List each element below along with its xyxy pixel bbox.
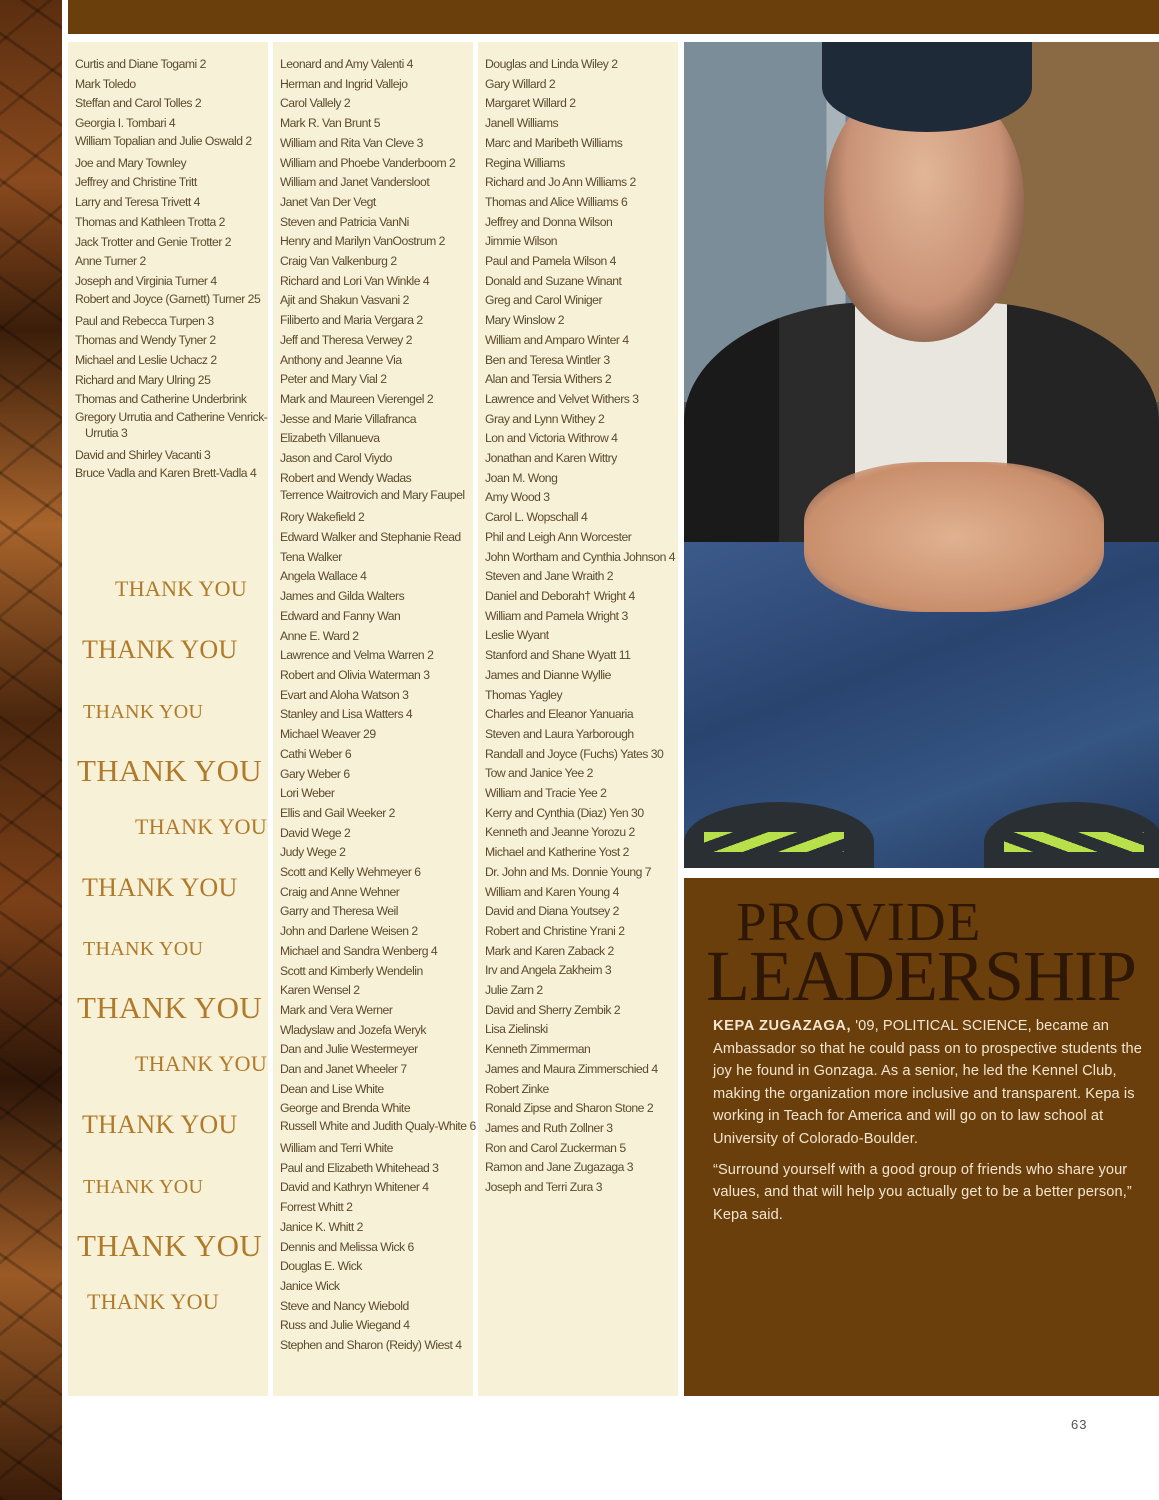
donor-name: Dennis and Melissa Wick 6: [280, 1239, 414, 1254]
feature-body: [713, 1015, 1148, 1234]
donor-name: Craig Van Valkenburg 2: [280, 254, 397, 269]
donor-name: Steven and Laura Yarborough: [485, 726, 634, 741]
donor-name: Janice Wick: [280, 1279, 340, 1293]
donor-name: Phil and Leigh Ann Worcester: [485, 529, 632, 544]
thank-you-text: THANK YOU: [77, 1228, 262, 1263]
donor-name: William and Pamela Wright 3: [485, 608, 628, 623]
donor-name: Dan and Janet Wheeler 7: [280, 1062, 407, 1077]
donor-name: Paul and Pamela Wilson 4: [485, 254, 616, 269]
thank-you-text: THANK YOU: [135, 814, 268, 839]
feature-panel: [684, 878, 1159, 1396]
donor-name: Janet Van Der Vegt: [280, 194, 376, 209]
donor-name: Ben and Teresa Wintler 3: [485, 352, 610, 367]
thank-you-text: THANK YOU: [135, 1051, 268, 1076]
decorative-wood-strip: [0, 0, 62, 1500]
donor-name: Mark and Karen Zaback 2: [485, 943, 614, 958]
donor-name: Mary Winslow 2: [485, 313, 565, 328]
donor-list: [273, 42, 476, 1356]
donor-name: Larry and Teresa Trivett 4: [75, 195, 200, 210]
donor-name: Steven and Jane Wraith 2: [485, 569, 614, 584]
thank-you-text: THANK YOU: [115, 576, 248, 601]
donor-name: Richard and Lori Van Winkle 4: [280, 273, 430, 288]
feature-quote: “Surround yourself with a good group of friends who share your values, and that will help you actually get to be a better person,” Kepa said.: [713, 1161, 1132, 1223]
donor-list: [478, 42, 678, 1198]
donor-name: Janell Williams: [485, 116, 559, 131]
donor-name: Jeffrey and Donna Wilson: [485, 214, 613, 229]
donor-name: Russ and Julie Wiegand 4: [280, 1318, 410, 1333]
donor-name: Jonathan and Karen Wittry: [485, 451, 617, 466]
donor-name: James and Gilda Walters: [280, 589, 405, 604]
donor-name: Robert Zinke: [485, 1081, 549, 1096]
thank-you-text: THANK YOU: [77, 990, 262, 1025]
donor-name: Tena Walker: [280, 549, 342, 564]
donor-name: Gary Weber 6: [280, 766, 350, 781]
donor-name: Regina Williams: [485, 155, 565, 170]
donor-name: Thomas and Wendy Tyner 2: [75, 333, 216, 348]
donor-name: George and Brenda White: [280, 1101, 411, 1116]
donor-name: Peter and Mary Vial 2: [280, 372, 387, 387]
feature-heading-line1: PROVIDE: [736, 891, 982, 952]
donor-name: Lisa Zielinski: [485, 1022, 548, 1037]
thank-you-text: THANK YOU: [87, 1289, 220, 1314]
donor-name: Mark and Vera Werner: [280, 1002, 393, 1017]
donor-name: Michael and Sandra Wenberg 4: [280, 943, 438, 958]
donor-name: David and Shirley Vacanti 3: [75, 447, 211, 462]
donor-name: Gray and Lynn Withey 2: [485, 411, 605, 426]
donor-name: Daniel and Deborah† Wright 4: [485, 588, 635, 603]
donor-name: James and Ruth Zollner 3: [485, 1120, 613, 1135]
donor-name: Scott and Kimberly Wendelin: [280, 963, 423, 978]
feature-bio: [713, 1015, 1148, 1151]
donor-name: William and Tracie Yee 2: [485, 786, 607, 801]
donor-name: Ajit and Shakun Vasvani 2: [280, 293, 409, 308]
donor-name: Steve and Nancy Wiebold: [280, 1298, 409, 1313]
donor-name: Edward Walker and Stephanie Read: [280, 530, 461, 545]
donor-name: James and Dianne Wyllie: [485, 667, 611, 682]
donor-name: Ramon and Jane Zugazaga 3: [485, 1160, 634, 1175]
donor-name: Wladyslaw and Jozefa Weryk: [280, 1022, 426, 1037]
donor-name: Karen Wensel 2: [280, 983, 360, 998]
donor-name: Carol Vallely 2: [280, 96, 351, 111]
donor-name: Thomas Yagley: [485, 687, 563, 702]
donor-name: Michael Weaver 29: [280, 727, 376, 742]
donor-name: Greg and Carol Winiger: [485, 293, 603, 308]
donor-list: [68, 42, 268, 485]
donor-name: Mark Toledo: [75, 76, 136, 91]
donor-name: Stephen and Sharon (Reidy) Wiest 4: [280, 1338, 462, 1353]
thank-you-text: THANK YOU: [82, 873, 238, 902]
donor-name: Mark and Maureen Vierengel 2: [280, 391, 434, 406]
donor-name: Joan M. Wong: [485, 470, 558, 485]
donor-name: Robert and Olivia Waterman 3: [280, 668, 430, 682]
donor-name: Gary Willard 2: [485, 76, 556, 91]
feature-heading-line2: LEADERSHIP: [706, 936, 1137, 1016]
donor-name: Marc and Maribeth Williams: [485, 135, 623, 150]
donor-name: Julie Zarn 2: [485, 983, 543, 998]
donor-name: Evart and Aloha Watson 3: [280, 687, 409, 702]
donor-name: David Wege 2: [280, 825, 351, 840]
donor-name: Ron and Carol Zuckerman 5: [485, 1140, 626, 1155]
feature-bio-text: '09, POLITICAL SCIENCE, became an Ambassador so that he could pass on to prospective students the joy he found in Gonzaga. As a senior, he led the Kennel Club, making the organization more inclusive and transparent. Kepa is working in Teach for America and will go on to law school at University of Colorado-Boulder.: [713, 1018, 1142, 1147]
donor-name: David and Kathryn Whitener 4: [280, 1180, 429, 1195]
donor-name: Ellis and Gail Weeker 2: [280, 805, 395, 820]
donor-name: William and Terri White: [280, 1141, 393, 1156]
student-photo: [684, 42, 1159, 868]
donor-column-2: [273, 42, 476, 1396]
donor-name: Tow and Janice Yee 2: [485, 766, 593, 781]
donor-name: Ronald Zipse and Sharon Stone 2: [485, 1101, 654, 1116]
donor-name: David and Sherry Zembik 2: [485, 1002, 621, 1017]
donor-column-3: [478, 42, 678, 1396]
donor-name: Thomas and Catherine Underbrink: [75, 392, 247, 407]
donor-name: Robert and Wendy Wadas: [280, 470, 412, 485]
donor-name: Elizabeth Villanueva: [280, 431, 380, 446]
donor-name: Lawrence and Velvet Withers 3: [485, 391, 639, 406]
donor-name: Paul and Rebecca Turpen 3: [75, 313, 214, 328]
thank-you-text: THANK YOU: [83, 701, 204, 723]
donor-name: Amy Wood 3: [485, 490, 550, 505]
donor-name: Craig and Anne Wehner: [280, 884, 400, 899]
donor-name: Kenneth and Jeanne Yorozu 2: [485, 825, 635, 840]
donor-name: Joseph and Virginia Turner 4: [75, 273, 217, 288]
donor-name: Robert and Joyce (Garnett) Turner 25: [75, 291, 261, 306]
donor-name: Steffan and Carol Tolles 2: [75, 96, 202, 111]
thank-you-text: THANK YOU: [77, 753, 262, 788]
donor-name: Edward and Fanny Wan: [280, 608, 401, 623]
donor-name: Steven and Patricia VanNi: [280, 214, 409, 229]
donor-name: Margaret Willard 2: [485, 96, 576, 111]
thank-you-text: THANK YOU: [83, 1176, 204, 1198]
donor-name: Alan and Tersia Withers 2: [485, 372, 612, 387]
donor-name: Donald and Suzane Winant: [485, 273, 622, 288]
donor-name: John Wortham and Cynthia Johnson 4: [485, 549, 676, 564]
donor-name: Charles and Eleanor Yanuaria: [485, 707, 634, 722]
donor-name: Jesse and Marie Villafranca: [280, 411, 416, 426]
donor-name: Jack Trotter and Genie Trotter 2: [75, 234, 232, 249]
page-number: 63: [1071, 1417, 1088, 1432]
donor-name: William and Rita Van Cleve 3: [280, 135, 423, 150]
donor-name: Stanley and Lisa Watters 4: [280, 707, 413, 722]
donor-name: Jimmie Wilson: [485, 234, 558, 249]
donor-name: Judy Wege 2: [280, 845, 346, 860]
donor-name: Thomas and Alice Williams 6: [485, 194, 628, 209]
donor-name: Garry and Theresa Weil: [280, 904, 398, 919]
donor-name: Stanford and Shane Wyatt 11: [485, 648, 631, 663]
donor-name: Angela Wallace 4: [280, 569, 367, 584]
donor-name: Irv and Angela Zakheim 3: [485, 963, 612, 978]
donor-name: Randall and Joyce (Fuchs) Yates 30: [485, 746, 664, 761]
donor-name: Rory Wakefield 2: [280, 510, 365, 525]
donor-name: Georgia I. Tombari 4: [75, 116, 176, 131]
donor-name: Dr. John and Ms. Donnie Young 7: [485, 864, 652, 879]
donor-name: Curtis and Diane Togami 2: [75, 57, 206, 71]
thank-you-text: THANK YOU: [82, 635, 238, 664]
donor-name: Lon and Victoria Withrow 4: [485, 431, 618, 446]
donor-name: Douglas and Linda Wiley 2: [485, 57, 618, 71]
donor-name: Leslie Wyant: [485, 628, 549, 643]
donor-name: Anne E. Ward 2: [280, 628, 359, 643]
donor-name: Mark R. Van Brunt 5: [280, 116, 381, 131]
donor-name: Terrence Waitrovich and Mary Faupel: [280, 488, 465, 503]
donor-name: William and Phoebe Vanderboom 2: [280, 155, 456, 170]
donor-name: Jeff and Theresa Verwey 2: [280, 332, 413, 347]
donor-name: David and Diana Youtsey 2: [485, 904, 619, 919]
donor-name: Leonard and Amy Valenti 4: [280, 57, 413, 71]
donor-name: Robert and Christine Yrani 2: [485, 923, 625, 938]
donor-name: William Topalian and Julie Oswald 2: [75, 133, 252, 148]
donor-name: Dean and Lise White: [280, 1081, 384, 1096]
donor-name: Carol L. Wopschall 4: [485, 510, 588, 525]
donor-name: Herman and Ingrid Vallejo: [280, 76, 408, 91]
donor-name: William and Karen Young 4: [485, 884, 619, 899]
donor-name: Jason and Carol Viydo: [280, 451, 392, 466]
donor-name: Henry and Marilyn VanOostrum 2: [280, 234, 445, 249]
donor-name: Forrest Whitt 2: [280, 1200, 353, 1215]
donor-name: William and Janet Vandersloot: [280, 175, 430, 190]
donor-name: Gregory Urrutia and Catherine Venrick-Urrutia 3: [75, 410, 268, 440]
donor-name: Scott and Kelly Wehmeyer 6: [280, 865, 421, 880]
donor-name: Filiberto and Maria Vergara 2: [280, 313, 423, 328]
donor-name: Michael and Leslie Uchacz 2: [75, 352, 217, 367]
donor-name: Kerry and Cynthia (Diaz) Yen 30: [485, 805, 644, 820]
donor-name: Douglas E. Wick: [280, 1259, 362, 1274]
donor-name: Janice K. Whitt 2: [280, 1219, 363, 1234]
donor-name: Richard and Mary Ulring 25: [75, 372, 211, 387]
donor-name: Paul and Elizabeth Whitehead 3: [280, 1160, 439, 1175]
donor-name: Dan and Julie Westermeyer: [280, 1042, 418, 1057]
thank-you-text: THANK YOU: [82, 1110, 238, 1139]
donor-name: Richard and Jo Ann Williams 2: [485, 175, 636, 190]
donor-name: Jeffrey and Christine Tritt: [75, 175, 197, 190]
donor-name: Lawrence and Velma Warren 2: [280, 648, 434, 663]
donor-name: Kenneth Zimmerman: [485, 1042, 591, 1057]
donor-name: Thomas and Kathleen Trotta 2: [75, 214, 225, 229]
donor-name: Anthony and Jeanne Via: [280, 352, 402, 367]
feature-student-name: KEPA ZUGAZAGA,: [713, 1018, 852, 1034]
donor-name: William and Amparo Winter 4: [485, 332, 629, 347]
donor-name: Michael and Katherine Yost 2: [485, 845, 629, 860]
donor-name: Anne Turner 2: [75, 254, 146, 269]
thank-you-text: THANK YOU: [83, 938, 204, 960]
donor-name: Cathi Weber 6: [280, 746, 352, 761]
donor-name: Joe and Mary Townley: [75, 155, 187, 170]
top-banner-bar: [68, 0, 1159, 34]
donor-name: Bruce Vadla and Karen Brett-Vadla 4: [75, 465, 257, 480]
donor-name: Lori Weber: [280, 786, 335, 801]
donor-name: John and Darlene Weisen 2: [280, 924, 418, 939]
donor-name: Russell White and Judith Qualy-White 6: [280, 1119, 476, 1134]
donor-name: James and Maura Zimmerschied 4: [485, 1061, 658, 1076]
donor-name: Joseph and Terri Zura 3: [485, 1180, 602, 1195]
